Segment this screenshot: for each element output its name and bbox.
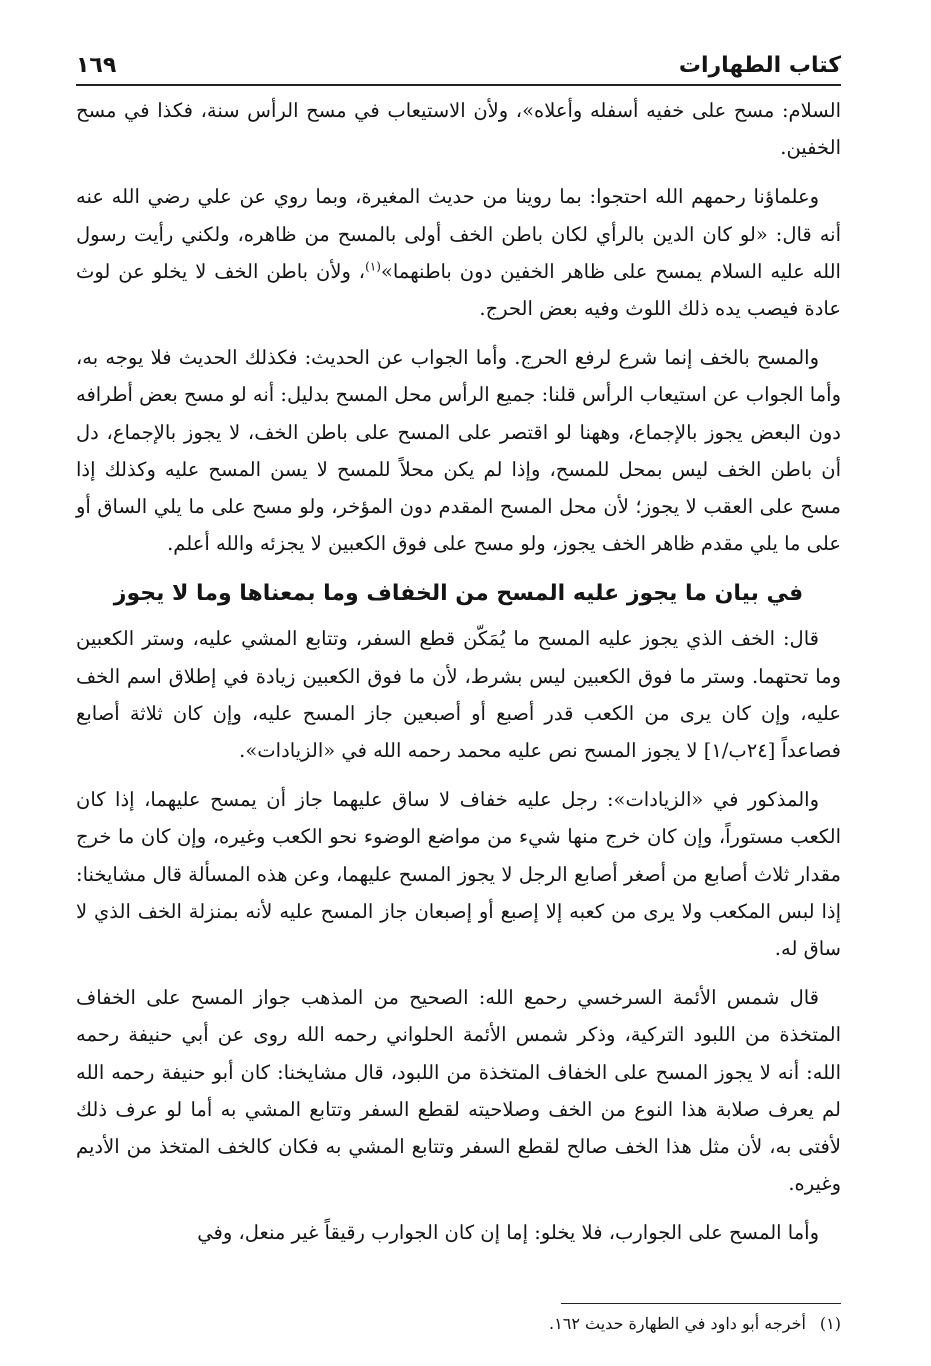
paragraph: قال: الخف الذي يجوز عليه المسح ما يُمَكّن قطع السفر، وتتابع المشي عليه، وستر الكعبين وما تحتهما. وستر ما فوق الكعبين ليس بشرط، لأن ما فوق الكعبين زيادة في إطلاق اسم الخف عليه، وإن كان يرى من الكعب قدر أصبع أو أصبعين جاز المسح عليه، وإن كان ثلاثة أصابع فصاعداً [٢٤ب/١] لا يجوز المسح نص عليه محمد رحمه الله في «الزيادات». — [76, 627, 841, 763]
paragraph — [76, 178, 841, 327]
paragraph: قال شمس الأئمة السرخسي رحمع الله: الصحيح من المذهب جواز المسح على الخفاف المتخذة من اللبود التركية، وذكر شمس الأئمة الحلواني رحمه الله روى عن أبي حنيفة رحمه الله: أنه لا يجوز المسح على الخفاف المتخذة من اللبود، قال مشايخنا: كان أبو حنيفة رحمه الله لم يعرف صلابة هذا النوع من الخف وصلاحيته لقطع السفر وتتابع المشي به أما لو عرف ذلك لأفتى به، لأن مثل هذا الخف صالح لقطع السفر وتتابع المشي به فكان كالخف المتخذ من الأديم وغيره. — [76, 986, 841, 1196]
paragraph: وأما المسح على الجوارب، فلا يخلو: إما إن كان الجوارب رقيقاً غير منعل، وفي — [197, 1221, 819, 1245]
paragraph: والمسح بالخف إنما شرع لرفع الحرج. وأما الجواب عن الحديث: فكذلك الحديث فلا يوجه به، وأما الجواب عن استيعاب الرأس قلنا: جميع الرأس محل المسح بدليل: أنه لو مسح بعض أطرافه دون البعض يجوز بالإجماع، وههنا لو اقتصر على المسح على باطن الخف، لا يجوز بالإجماع، دل أن باطن الخف ليس بمحل للمسح، وإذا لم يكن محلاً للمسح لا يسن المسح عليه وكذلك إذا مسح على العقب لا يجوز؛ لأن محل المسح المقدم دون المؤخر، ولو مسح على ما يلي الساق أو على ما يلي مقدم ظاهر الخف يجوز، ولو مسح على فوق الكعبين لا يجزئه والله أعلم. — [76, 346, 841, 556]
footnote-marker: (١) — [365, 259, 381, 274]
book-title: كتاب الطهارات — [678, 53, 841, 78]
footnote-number: (١) — [819, 1314, 841, 1333]
paragraph-part: وعلماؤنا رحمهم الله احتجوا: بما روينا من حديث المغيرة، وبما روي عن علي رضي الله عنه أنه قال: «لو كان الدين بالرأي لكان باطن الخف أولى بالمسح من ظاهره، ولكني رأيت رسول الله عليه السلام يمسح على ظاهر الخفين دون باطنهما» — [76, 185, 841, 283]
footnote — [400, 1310, 841, 1338]
main-text — [76, 92, 841, 1264]
section-heading: في بيان ما يجوز عليه المسح من الخفاف وما بمعناها وما لا يجوز — [113, 581, 804, 607]
running-head — [76, 38, 841, 78]
footnote-text: أخرجه أبو داود في الطهارة حديث ١٦٢. — [549, 1314, 806, 1333]
page-number: ١٦٩ — [76, 53, 117, 78]
paragraph: والمذكور في «الزيادات»: رجل عليه خفاف لا ساق عليهما جاز أن يمسح عليهما، إذا كان الكعب مستوراً، وإن كان خرج منها شيء من مواضع الوضوء نحو الكعب وغيره، وإن كان ما خرج مقدار ثلاث أصابع من أصغر أصابع الرجل لا يجوز المسح عليهما، وعن هذه المسألة قال مشايخنا: إذا لبس المكعب ولا يرى من كعبه إلا إصبع أو إصبعان جاز المسح عليه لأنه بمنزلة الخف الذي لا ساق له. — [76, 788, 841, 961]
footnote-rule — [561, 1303, 841, 1304]
paragraph: السلام: مسح على خفيه أسفله وأعلاه»، ولأن الاستيعاب في مسح الرأس سنة، فكذا في مسح الخفين. — [76, 99, 841, 160]
header-rule — [76, 84, 841, 86]
paragraph-part: ، ولأن باطن الخف لا يخلو عن لوث عادة فيصب يده ذلك اللوث وفيه بعض الحرج. — [76, 259, 841, 321]
